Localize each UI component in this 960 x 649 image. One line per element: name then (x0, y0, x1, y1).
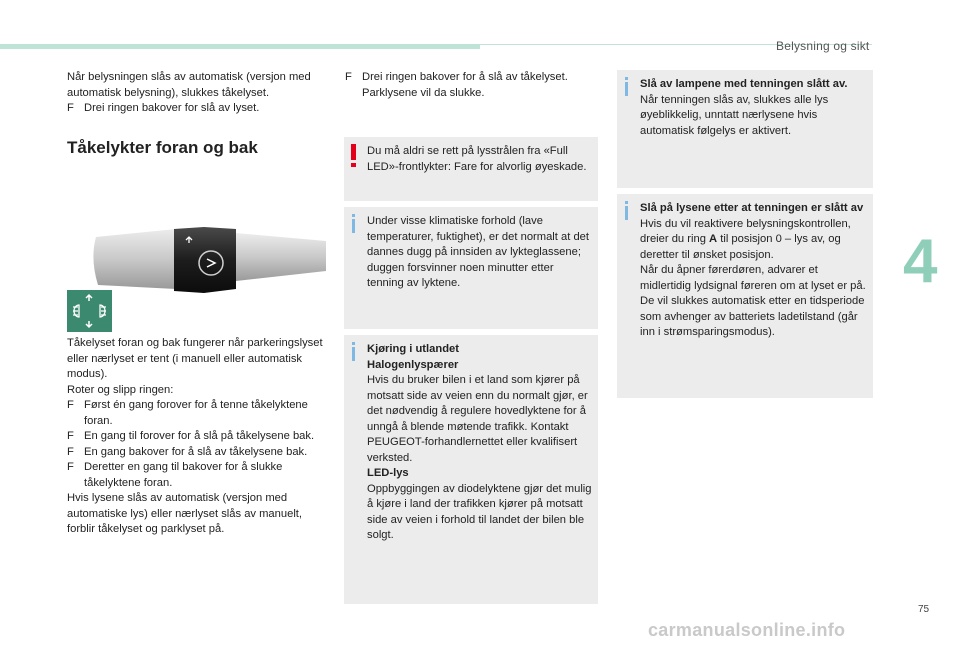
intro-text (67, 70, 317, 117)
info-text: Når tenningen slås av, slukkes alle lys øyeblikkelig, unntatt nærlysene hvis automatisk følgelys er aktivert. (640, 93, 829, 137)
warning-icon (351, 144, 356, 160)
bullet-marker: F (67, 445, 74, 458)
info-box-reactivate (617, 194, 873, 398)
list-item (67, 429, 329, 445)
section-title: Belysning og sikt (776, 39, 870, 53)
watermark: carmanualsonline.info (648, 620, 846, 640)
info-icon (625, 206, 628, 220)
ring-label: A (709, 233, 718, 245)
page-number: 75 (918, 604, 930, 615)
paragraph: Roter og slipp ringen: (67, 383, 174, 396)
chapter-number: 4 (903, 227, 938, 296)
info-text: Oppbyggingen av diodelyktene gjør det mulig å kjøre i land der trafikken kjører på motsatt side av veien i forhold til landet der bilen ble solgt. (367, 482, 592, 541)
info-icon (352, 347, 355, 361)
section-heading: Tåkelykter foran og bak (67, 138, 258, 157)
fog-lights-text (67, 336, 329, 538)
info-text: Når du åpner førerdøren, advarer et midlertidig lydsignal føreren om at lyset er på. (640, 264, 866, 292)
bullet-marker: F (345, 71, 352, 83)
info-subtitle: LED-lys (367, 467, 409, 479)
col2-intro (345, 70, 595, 101)
warning-text: Du må aldri se rett på lysstrålen fra «Full LED»-frontlykter: Fare for alvorlig øyeskade. (367, 145, 587, 173)
info-text (640, 217, 867, 264)
list-item (67, 398, 329, 429)
bullet-marker: F (67, 461, 74, 473)
list-item-text: Drei ringen bakover for å slå av tåkelyset. Parklysene vil da slukke. (362, 71, 568, 99)
paragraph: Tåkelyset foran og bak fungerer når parkeringslyset eller nærlyset er tent (i manuell eller automatisk modus). (67, 337, 323, 380)
info-title: Slå av lampene med tenningen slått av. (640, 78, 848, 90)
info-box-abroad (344, 335, 598, 604)
header-accent-bar (0, 44, 480, 49)
list-item (345, 70, 595, 101)
info-text: De vil slukkes automatisk etter en tidsperiode som avhenger av batteriets ladetilstand (går inn i strømsparingsmodus). (640, 295, 865, 338)
intro-bullet (67, 101, 317, 117)
light-stalk-illustration (86, 215, 328, 299)
intro-bullet-text: Drei ringen bakover for slå av lyset. (84, 102, 260, 114)
info-text: Under visse klimatiske forhold (lave temperaturer, fuktighet), er det normalt at det dannes dugg på innsiden av lykteglassene; duggen forsvinner noen minutter etter tenning av lyktene. (367, 215, 589, 289)
info-title: Kjøring i utlandet (367, 343, 459, 355)
bullet-marker: F (67, 399, 74, 411)
info-title: Slå på lysene etter at tenningen er slått av (640, 202, 864, 214)
list-item-text: En gang til forover for å slå på tåkelysene bak. (84, 430, 315, 442)
info-box-ignition-off (617, 70, 873, 188)
list-item (67, 445, 329, 461)
info-box (344, 207, 598, 329)
fog-light-icon (67, 290, 112, 332)
list-item-text: Først én gang forover for å tenne tåkelyktene foran. (84, 399, 308, 427)
warning-box (344, 137, 598, 201)
info-subtitle: Halogenlyspærer (367, 358, 459, 371)
info-text-part: til posisjon 0 – lys av, og deretter til ønsket posisjon. (640, 233, 841, 261)
info-icon (625, 82, 628, 96)
list-item-text: En gang bakover for å slå av tåkelysene bak. (84, 445, 308, 458)
info-icon (352, 219, 355, 233)
paragraph: Hvis lysene slås av automatisk (versjon med automatiske lys) eller nærlyset slås av manuelt, forblir tåkelyset og parklyset på. (67, 492, 303, 535)
bullet-marker: F (67, 430, 74, 442)
list-item (67, 460, 329, 491)
list-item-text: Deretter en gang til bakover for å slukke tåkelyktene foran. (84, 461, 283, 489)
info-text-part: Hvis du vil reaktivere belysningskontrollen, dreier du ring (640, 217, 851, 245)
intro-paragraph: Når belysningen slås av automatisk (versjon med automatisk belysning), slukkes tåkelyset. (67, 71, 311, 99)
bullet-marker: F (67, 102, 74, 114)
info-text: Hvis du bruker bilen i et land som kjører på motsatt side av veien enn du normalt gjør, er det nødvendig å regulere hovedlyktene for å unngå å blende møtende trafikk. Kontakt PEUGEOT-forhandlernettet eller kvalifisert verksted. (367, 374, 588, 464)
